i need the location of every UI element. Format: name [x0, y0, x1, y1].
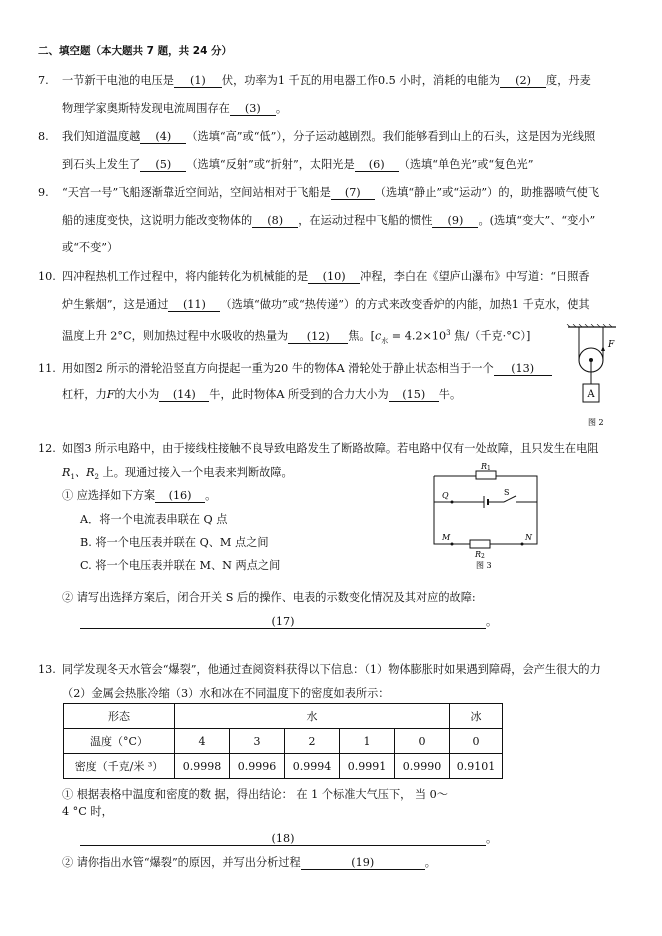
question-9-line-1 [62, 185, 599, 200]
option-a: A．将一个电流表串联在 Q 点 [80, 513, 228, 526]
q10-text-3b: 焦。[ [348, 329, 375, 343]
table-row [64, 754, 503, 779]
question-10-line-2 [62, 297, 590, 312]
blank-2[interactable]: (2) [500, 74, 546, 88]
table-cell: 3 [230, 729, 285, 754]
q8-text-2a: 到石头上发生了 [62, 158, 141, 171]
q9-text-2b: ，在运动过程中飞船的惯性 [298, 214, 433, 227]
question-7-line-1 [62, 73, 591, 88]
table-cell: 0.9991 [340, 754, 395, 779]
blank-1[interactable]: (1) [174, 74, 222, 88]
option-c: C. 将一个电压表并联在 M、N 两点之间 [80, 559, 281, 572]
blank-4[interactable]: (4) [140, 130, 186, 144]
figure-2-caption: 图 2 [588, 418, 604, 427]
question-13-sub-2 [62, 855, 436, 870]
table-cell: 0.9996 [230, 754, 285, 779]
table-cell: 0.9990 [395, 754, 450, 779]
table-cell: 4 [175, 729, 230, 754]
q10-text-1b: 冲程，李白在《望庐山瀑布》中写道：“日照香 [360, 270, 590, 283]
blank-9[interactable]: (9) [432, 214, 478, 228]
blank-10[interactable]: (10) [308, 270, 360, 284]
question-12-option-prompt [62, 488, 216, 503]
node-n-label: N [525, 533, 532, 542]
row-label-density: 密度（千克/米 ³） [64, 754, 175, 779]
q7-text-2b: 。 [275, 102, 288, 115]
q10-text-1a: 四冲程热机工作过程中，将内能转化为机械能的是 [62, 270, 309, 283]
q11-text-1a: 用如图2 所示的滑轮沿竖直方向提起一重为20 牛的物体A 滑轮处于静止状态相当于一个 [62, 362, 494, 375]
q8-text-2c: （选填“单色光”或“复色光” [398, 158, 534, 171]
section-title: 二、填空题（本大题共 7 题，共 24 分） [38, 45, 233, 57]
question-9-number: 9. [38, 186, 49, 199]
q11-force-symbol: F [106, 388, 115, 401]
q7-text-1c: 度，丹麦 [546, 74, 591, 87]
figure-3-caption: 图 3 [476, 561, 492, 570]
question-8-number: 8. [38, 130, 49, 143]
question-11-number: 11. [38, 362, 56, 375]
answer-line-17 [80, 614, 497, 629]
row-label-temperature: 温度（°C） [64, 729, 175, 754]
question-8-line-2 [62, 157, 533, 172]
end-17: 。 [486, 615, 498, 628]
q11-text-2a: 杠杆，力 [62, 388, 107, 401]
question-10-line-1 [62, 269, 590, 284]
q10-text-3a: 温度上升 2°C，则加热过程中水吸收的热量为 [62, 329, 289, 343]
header-water: 水 [175, 704, 450, 729]
header-ice: 冰 [450, 704, 503, 729]
block-a-label: A [587, 389, 595, 400]
q9-text-1b: （选填“静止”或“运动”）的，助推器喷气使飞 [374, 186, 600, 199]
r2-subscript: 2 [481, 553, 485, 560]
q10-text-3e: 焦/（千克·°C）] [450, 329, 531, 343]
q10-c-subscript: 水 [381, 336, 389, 345]
question-13-sub-1b: 4 °C 时， [62, 805, 113, 818]
q7-text-1b: 伏，功率为1 千瓦的用电器工作0.5 小时，消耗的电能为 [221, 74, 501, 87]
q10-c-symbol: c [374, 329, 382, 343]
option-b: B. 将一个电压表并联在 Q、M 点之间 [80, 536, 269, 549]
question-12-line-2 [62, 465, 293, 485]
question-10-number: 10. [38, 270, 56, 283]
question-11-line-1 [62, 361, 552, 376]
q9-text-2a: 船的速度变快，这说明力能改变物体的 [62, 214, 253, 227]
table-cell: 0 [450, 729, 503, 754]
node-q-label: Q [442, 491, 449, 500]
question-7-line-2 [62, 101, 287, 116]
density-table [63, 703, 503, 779]
q11-text-2b: 的大小为 [114, 388, 160, 401]
q10-text-3d: = 4.2×10 [388, 329, 447, 343]
table-cell: 0 [395, 729, 450, 754]
switch-s-label: S [504, 488, 510, 497]
pulley-figure [566, 324, 626, 432]
blank-12[interactable]: (12) [288, 330, 348, 344]
q12-r2-symbol: 、R [74, 466, 95, 479]
table-cell: 0.9998 [175, 754, 230, 779]
question-13-line-2: （2）金属会热胀冷缩（3）水和冰在不同温度下的密度如表所示： [62, 687, 390, 700]
q12-r1-sub: 1 [70, 473, 75, 482]
q11-text-2c: 牛，此时物体A 所受到的合力大小为 [209, 388, 389, 401]
question-13-line-1: 同学发现冬天水管会“爆裂”，他通过查阅资料获得以下信息：（1）物体膨胀时如果遇到障碍，会产生很大的力 [62, 663, 601, 676]
q9-text-2c: 。(选填“变大”、“变小” [478, 214, 596, 227]
question-9-line-3: 或“不变”） [62, 241, 119, 254]
q10-text-2a: 炉生紫烟”，这是通过 [62, 298, 169, 311]
blank-15[interactable]: (15) [389, 388, 439, 402]
question-12-ask-2: ② 请写出选择方案后，闭合开关 S 后的操作、电表的示数变化情况及其对应的故障: [62, 591, 476, 604]
q7-text-1a: 一节新干电池的电压是 [62, 74, 174, 87]
end-18: 。 [486, 832, 498, 845]
q8-text-1b: （选填“高”或“低”），分子运动越剧烈。我们能够看到山上的石头，这是因为光线照 [186, 130, 596, 143]
q12-text-2c: 上。现通过接入一个电表来判断故障。 [99, 466, 293, 479]
blank-16[interactable]: (16) [155, 489, 205, 503]
table-row [64, 729, 503, 754]
blank-14[interactable]: (14) [159, 388, 209, 402]
blank-19[interactable]: (19) [301, 856, 425, 870]
q8-text-1a: 我们知道温度越 [62, 130, 141, 143]
r1-label: R [481, 462, 488, 471]
question-13-number: 13. [38, 663, 56, 676]
blank-5[interactable]: (5) [140, 158, 186, 172]
blank-8[interactable]: (8) [252, 214, 298, 228]
blank-18[interactable]: (18) [80, 832, 486, 846]
question-7-number: 7. [38, 74, 49, 87]
q9-text-1a: “天宫一号”飞船逐渐靠近空间站，空间站相对于飞船是 [62, 186, 331, 199]
question-12-number: 12. [38, 442, 56, 455]
q13-text-2a: ② 请你指出水管“爆裂”的原因，并写出分析过程 [62, 856, 301, 869]
blank-11[interactable]: (11) [168, 298, 220, 312]
question-9-line-2 [62, 213, 595, 228]
question-10-line-3 [62, 326, 530, 349]
q10-superscript: 3 [446, 329, 451, 337]
q12-opt-head-b: 。 [205, 489, 217, 502]
table-cell: 0.9101 [450, 754, 503, 779]
q12-r2-sub: 2 [94, 473, 99, 482]
q11-text-2d: 牛。 [438, 388, 462, 401]
question-13-sub-1a: ① 根据表格中温度和密度的数 据，得出结论： 在 1 个标准大气压下， 当 0～ [62, 788, 448, 801]
blank-7[interactable]: (7) [331, 186, 375, 200]
blank-3[interactable]: (3) [230, 102, 276, 116]
q7-text-2a: 物理学家奥斯特发现电流周围存在 [62, 102, 230, 115]
table-cell: 1 [340, 729, 395, 754]
table-row [64, 704, 503, 729]
table-cell: 0.9994 [285, 754, 340, 779]
blank-17[interactable]: (17) [80, 615, 486, 629]
node-m-label: M [442, 533, 451, 542]
question-12-line-1: 如图3 所示电路中，由于接线柱接触不良导致电路发生了断路故障。若电路中仅有一处故障，且只发生在电阻 [62, 442, 599, 455]
question-11-line-2 [62, 387, 461, 402]
blank-13[interactable]: (13) [494, 362, 552, 376]
q12-r1-symbol: R [62, 466, 71, 479]
answer-line-18 [80, 831, 497, 846]
end-19: 。 [424, 856, 436, 869]
blank-6[interactable]: (6) [355, 158, 399, 172]
r2-label: R [475, 550, 482, 559]
q8-text-2b: （选填“反射”或“折射”，太阳光是 [186, 158, 355, 171]
q12-opt-head-a: ① 应选择如下方案 [62, 489, 156, 502]
force-f-label: F [608, 340, 615, 350]
circuit-figure [424, 462, 548, 572]
table-cell: 2 [285, 729, 340, 754]
r1-subscript: 1 [487, 465, 491, 472]
q10-text-2b: （选填“做功”或“热传递”）的方式来改变香炉的内能，加热1 千克水，使其 [220, 298, 590, 311]
header-state: 形态 [64, 704, 175, 729]
question-8-line-1 [62, 129, 595, 144]
